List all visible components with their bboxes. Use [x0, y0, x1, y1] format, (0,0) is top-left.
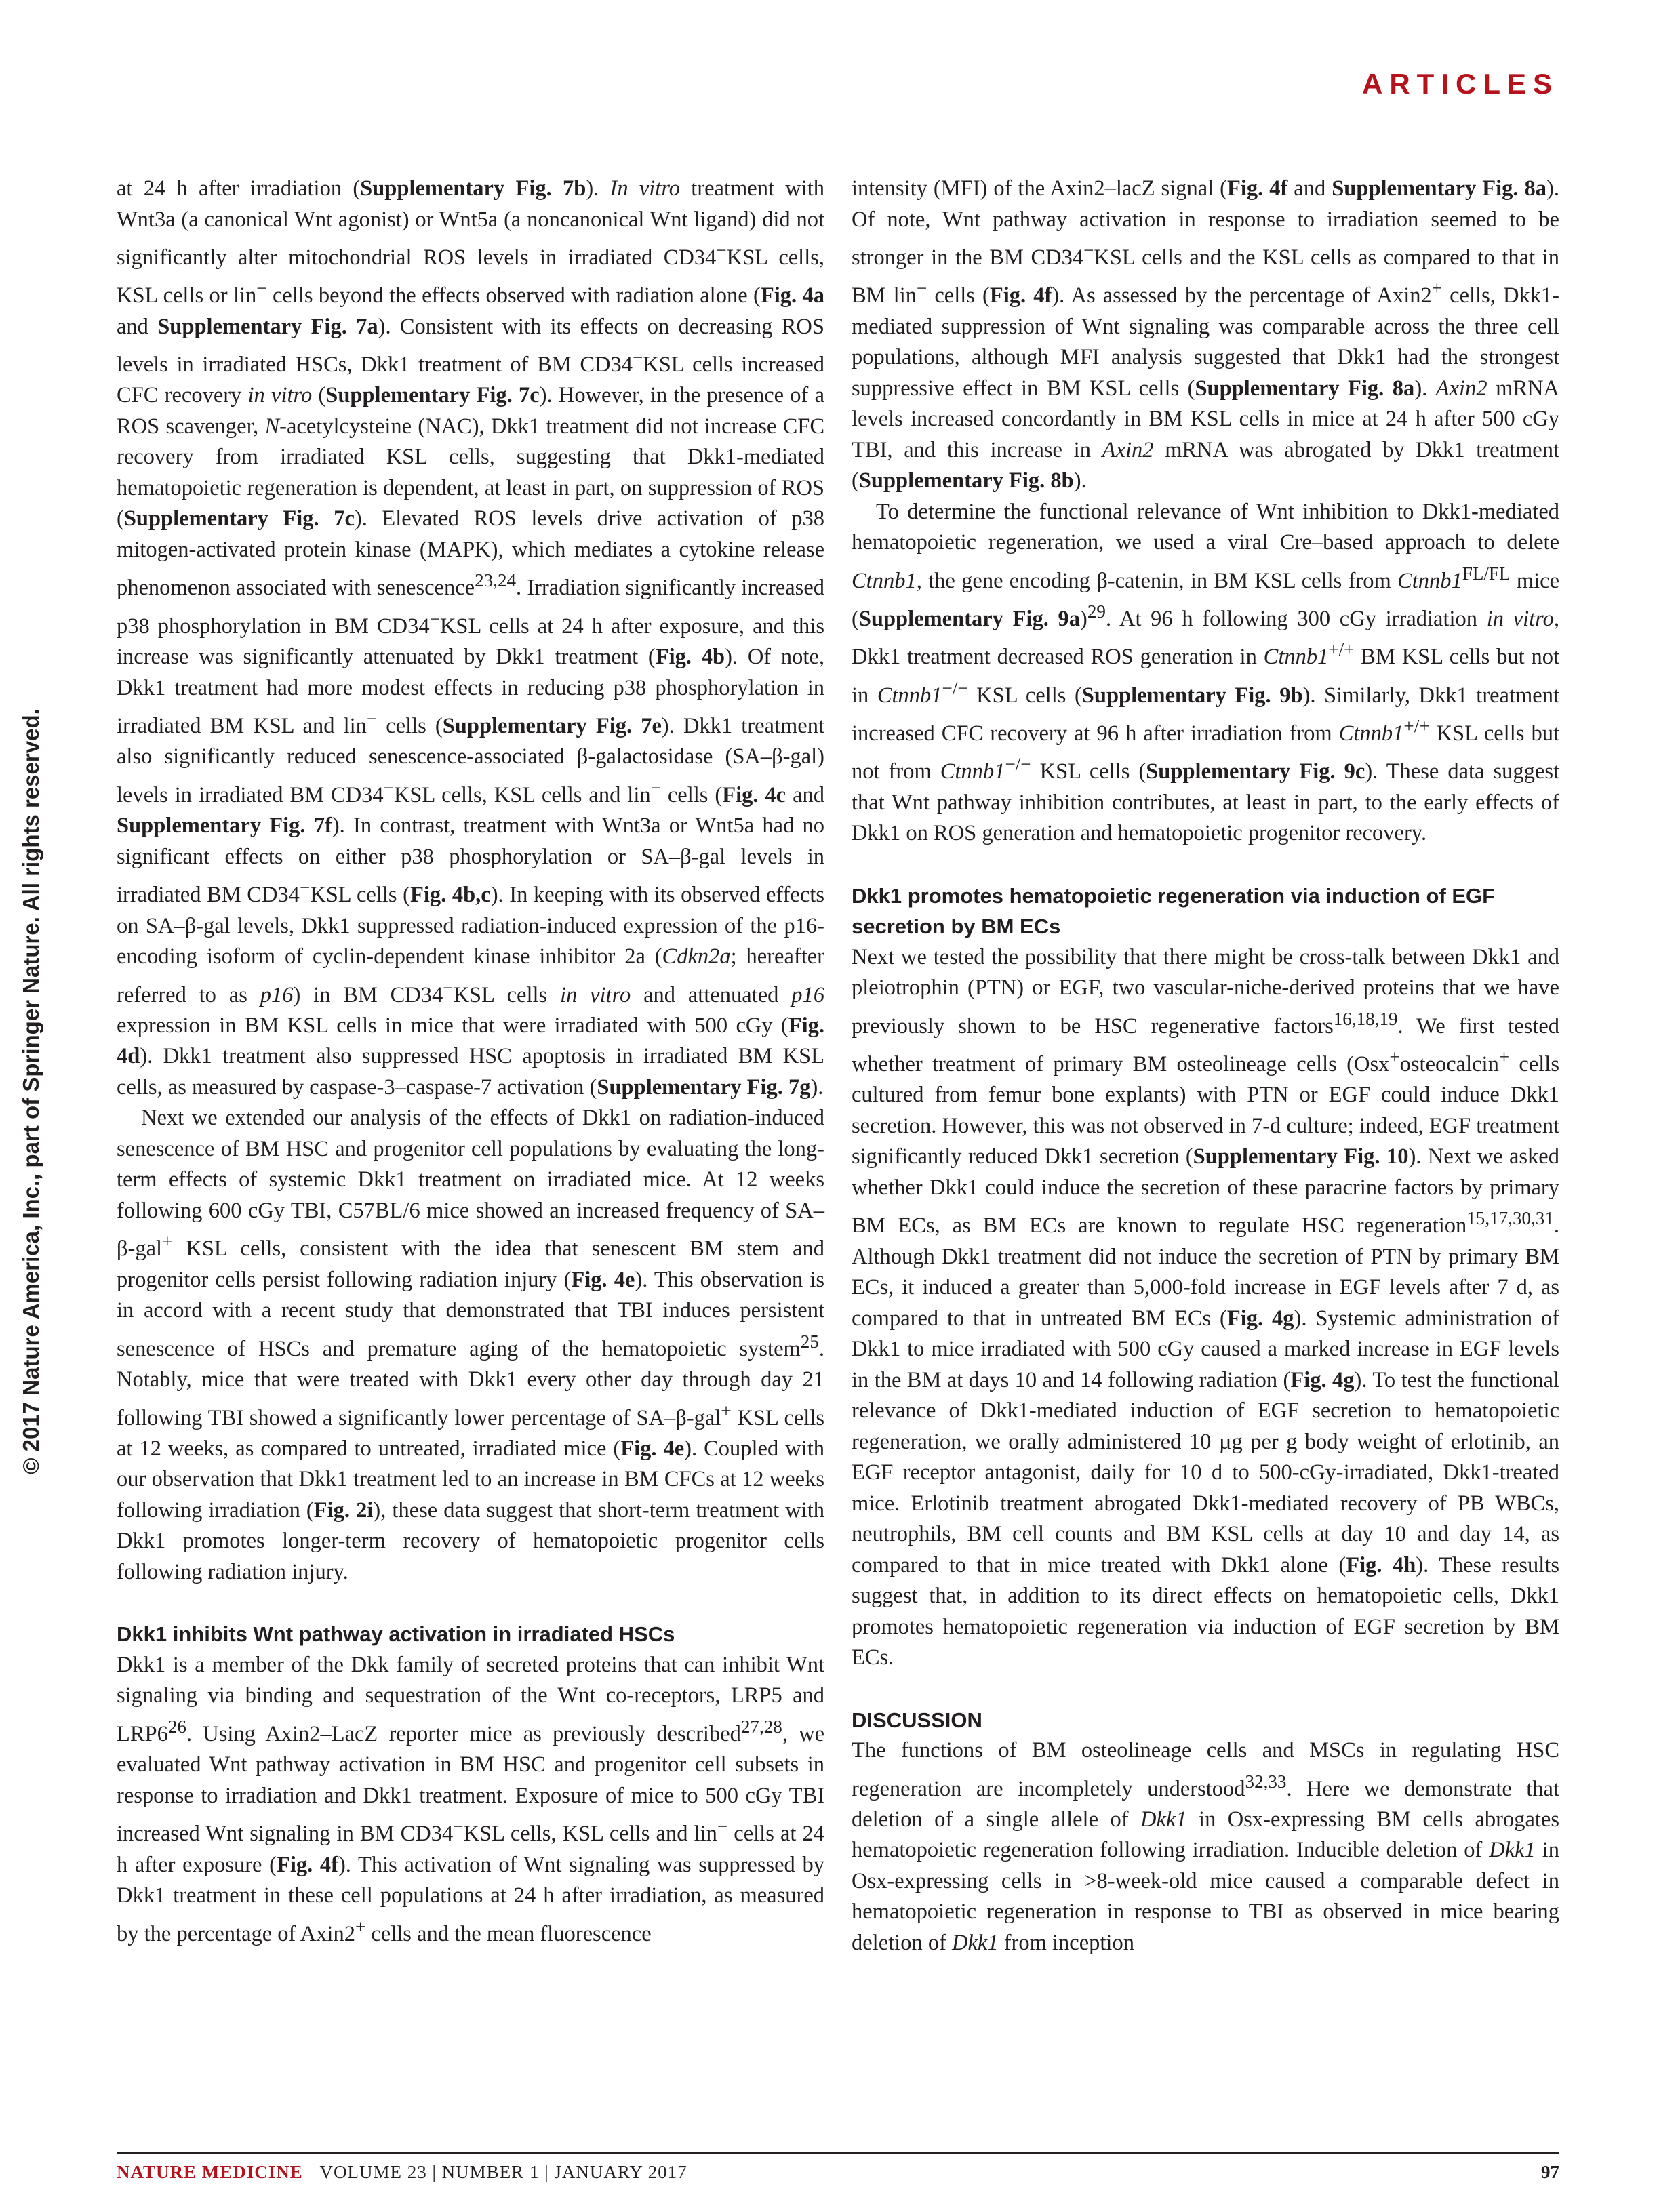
section-heading: Dkk1 promotes hematopoietic regeneration via induction of EGF secretion by BM ECs	[852, 883, 1496, 939]
copyright-notice: © 2017 Nature America, Inc., part of Springer Nature. All rights reserved.	[18, 708, 43, 1474]
volume-info: VOLUME 23 | NUMBER 1 | JANUARY 2017	[319, 2162, 687, 2182]
journal-name: NATURE MEDICINE	[117, 2162, 303, 2182]
paragraph: intensity (MFI) of the Axin2–lacZ signal (Fig. 4f and Supplementary Fig. 8a). Of note, Wnt pathway activation in response to irradiation seemed to be stronger in the BM CD34−KSL cells and the KSL cells as compared to that in BM lin− cells (Fig. 4f). As assessed by the percentage of Axin2+ cells, Dkk1-mediated suppression of Wnt signaling was comparable across the three cell populations, although MFI analysis suggested that Dkk1 had the strongest suppressive effect in BM KSL cells (Supplementary Fig. 8a). Axin2 mRNA levels increased concordantly in BM KSL cells in mice at 24 h after 500 cGy TBI, and this increase in Axin2 mRNA was abrogated by Dkk1 treatment (Supplementary Fig. 8b).	[852, 176, 1559, 494]
footer-rule	[117, 2152, 1559, 2154]
section-label: ARTICLES	[1362, 68, 1559, 100]
page-footer	[117, 2158, 1559, 2186]
section-heading: Dkk1 inhibits Wnt pathway activation in irradiated HSCs	[117, 1622, 675, 1647]
paragraph: The functions of BM osteolineage cells and MSCs in regulating HSC regeneration are incompletely understood$^{32,33}$. Here we demonstrate that deletion of a single allele of Dkk1 in Osx-expressing BM cells abrogates hematopoietic regeneration following irradiation. Inducible deletion of Dkk1 in Osx-expressing cells in >8-week-old mice caused a comparable defect in hematopoietic regeneration in response to TBI as observed in mice bearing deletion of Dkk1 from inception	[852, 1738, 1560, 1955]
page-number: 97	[1541, 2162, 1559, 2182]
paragraph: Next we extended our analysis of the effects of Dkk1 on radiation-induced senescence of BM HSC and progenitor cell populations by evaluating the long-term effects of systemic Dkk1 treatment on irradiated mice. At 12 weeks following 600 cGy TBI, C57BL/6 mice showed an increased frequency of SA–β-gal+ KSL cells, consistent with the idea that senescent BM stem and progenitor cells persist following radiation injury (Fig. 4e). This observation is in accord with a recent study that demonstrated that TBI induces persistent senescence of HSCs and premature aging of the hematopoietic system$^{25}$. Notably, mice that were treated with Dkk1 every other day through day 21 following TBI showed a significantly lower percentage of SA–β-gal+ KSL cells at 12 weeks, as compared to untreated, irradiated mice (Fig. 4e). Coupled with our observation that Dkk1 treatment led to an increase in BM CFCs at 12 weeks following irradiation (Fig. 2i), these data suggest that short-term treatment with Dkk1 promotes longer-term recovery of hematopoietic progenitor cells following radiation injury.	[117, 1106, 824, 1584]
paragraph: Next we tested the possibility that there might be cross-talk between Dkk1 and pleiotrophin (PTN) or EGF, two vascular-niche-derived proteins that we have previously shown to be HSC regenerative factors$^{16,18,19}$. We first tested whether treatment of primary BM osteolineage cells (Osx+osteocalcin+ cells cultured from femur bone explants) with PTN or EGF could induce Dkk1 secretion. However, this was not observed in 7-d culture; indeed, EGF treatment significantly reduced Dkk1 secretion (Supplementary Fig. 10). Next we asked whether Dkk1 could induce the secretion of these paracrine factors by primary BM ECs, as BM ECs are known to regulate HSC regeneration$^{15,17,30,31}$. Although Dkk1 treatment did not induce the secretion of PTN by primary BM ECs, it induced a greater than 5,000-fold increase in EGF levels after 7 d, as compared to that in untreated BM ECs (Fig. 4g). Systemic administration of Dkk1 to mice irradiated with 500 cGy caused a marked increase in EGF levels in the BM at days 10 and 14 following radiation (Fig. 4g). To test the functional relevance of Dkk1-mediated induction of EGF secretion to hematopoietic regeneration, we orally administered 10 µg per g body weight of erlotinib, an EGF receptor antagonist, daily for 10 d to 500-cGy-irradiated, Dkk1-treated mice. Erlotinib treatment abrogated Dkk1-mediated recovery of PB WBCs, neutrophils, BM cell counts and BM KSL cells at day 10 and day 14, as compared to that in mice treated with Dkk1 alone (Fig. 4h). These results suggest that, in addition to its direct effects on hematopoietic cells, Dkk1 promotes hematopoietic regeneration via induction of EGF secretion by BM ECs.	[852, 944, 1560, 1670]
left-column	[117, 174, 824, 1950]
right-column	[852, 174, 1559, 1958]
paragraph: at 24 h after irradiation (Supplementary Fig. 7b). In vitro treatment with Wnt3a (a canonical Wnt agonist) or Wnt5a (a noncanonical Wnt ligand) did not significantly alter mitochondrial ROS levels in irradiated CD34−KSL cells, KSL cells or lin− cells beyond the effects observed with radiation alone (Fig. 4a and Supplementary Fig. 7a). Consistent with its effects on decreasing ROS levels in irradiated HSCs, Dkk1 treatment of BM CD34−KSL cells increased CFC recovery in vitro (Supplementary Fig. 7c). However, in the presence of a ROS scavenger, N-acetylcysteine (NAC), Dkk1 treatment did not increase CFC recovery from irradiated KSL cells, suggesting that Dkk1-mediated hematopoietic regeneration is dependent, at least in part, on suppression of ROS (Supplementary Fig. 7c). Elevated ROS levels drive activation of p38 mitogen-activated protein kinase (MAPK), which mediates a cytokine release phenomenon associated with senescence$^{23,24}$. Irradiation significantly increased p38 phosphorylation in BM CD34−KSL cells at 24 h after exposure, and this increase was significantly attenuated by Dkk1 treatment (Fig. 4b). Of note, Dkk1 treatment had more modest effects in reducing p38 phosphorylation in irradiated BM KSL and lin− cells (Supplementary Fig. 7e). Dkk1 treatment also significantly reduced senescence-associated β-galactosidase (SA–β-gal) levels in irradiated BM CD34−KSL cells, KSL cells and lin− cells (Fig. 4c and Supplementary Fig. 7f). In contrast, treatment with Wnt3a or Wnt5a had no significant effects on either p38 phosphorylation or SA–β-gal levels in irradiated BM CD34−KSL cells (Fig. 4b,c). In keeping with its observed effects on SA–β-gal levels, Dkk1 suppressed radiation-induced expression of the p16-encoding isoform of cyclin-dependent kinase inhibitor 2a (Cdkn2a; hereafter referred to as p16) in BM CD34−KSL cells in vitro and attenuated p16 expression in BM KSL cells in mice that were irradiated with 500 cGy (Fig. 4d). Dkk1 treatment also suppressed HSC apoptosis in irradiated BM KSL cells, as measured by caspase-3–caspase-7 activation (Supplementary Fig. 7g).	[117, 176, 825, 1100]
paragraph: To determine the functional relevance of Wnt inhibition to Dkk1-mediated hematopoietic regeneration, we used a viral Cre–based approach to delete Ctnnb1, the gene encoding β-catenin, in BM KSL cells from $Ctnnb1^{FL/FL}$ mice (Supplementary Fig. 9a)$^{29}$. At 96 h following 300 cGy irradiation in vitro, Dkk1 treatment decreased ROS generation in Ctnnb1+/+ BM KSL cells but not in Ctnnb1−/− KSL cells (Supplementary Fig. 9b). Similarly, Dkk1 treatment increased CFC recovery at 96 h after irradiation from Ctnnb1+/+ KSL cells but not from Ctnnb1−/− KSL cells (Supplementary Fig. 9c). These data suggest that Wnt pathway inhibition contributes, at least in part, to the early effects of Dkk1 on ROS generation and hematopoietic progenitor recovery.	[852, 499, 1560, 846]
section-heading: DISCUSSION	[852, 1708, 982, 1732]
paragraph: Dkk1 is a member of the Dkk family of secreted proteins that can inhibit Wnt signaling via binding and sequestration of the Wnt co-receptors, LRP5 and $LRP6^{26}$. Using Axin2–LacZ reporter mice as previously described$^{27,28}$, we evaluated Wnt pathway activation in BM HSC and progenitor cell subsets in response to irradiation and Dkk1 treatment. Exposure of mice to 500 cGy TBI increased Wnt signaling in BM CD34−KSL cells, KSL cells and lin− cells at 24 h after exposure (Fig. 4f). This activation of Wnt signaling was suppressed by Dkk1 treatment in these cell populations at 24 h after irradiation, as measured by the percentage of Axin2+ cells and the mean fluorescence	[117, 1652, 825, 1946]
